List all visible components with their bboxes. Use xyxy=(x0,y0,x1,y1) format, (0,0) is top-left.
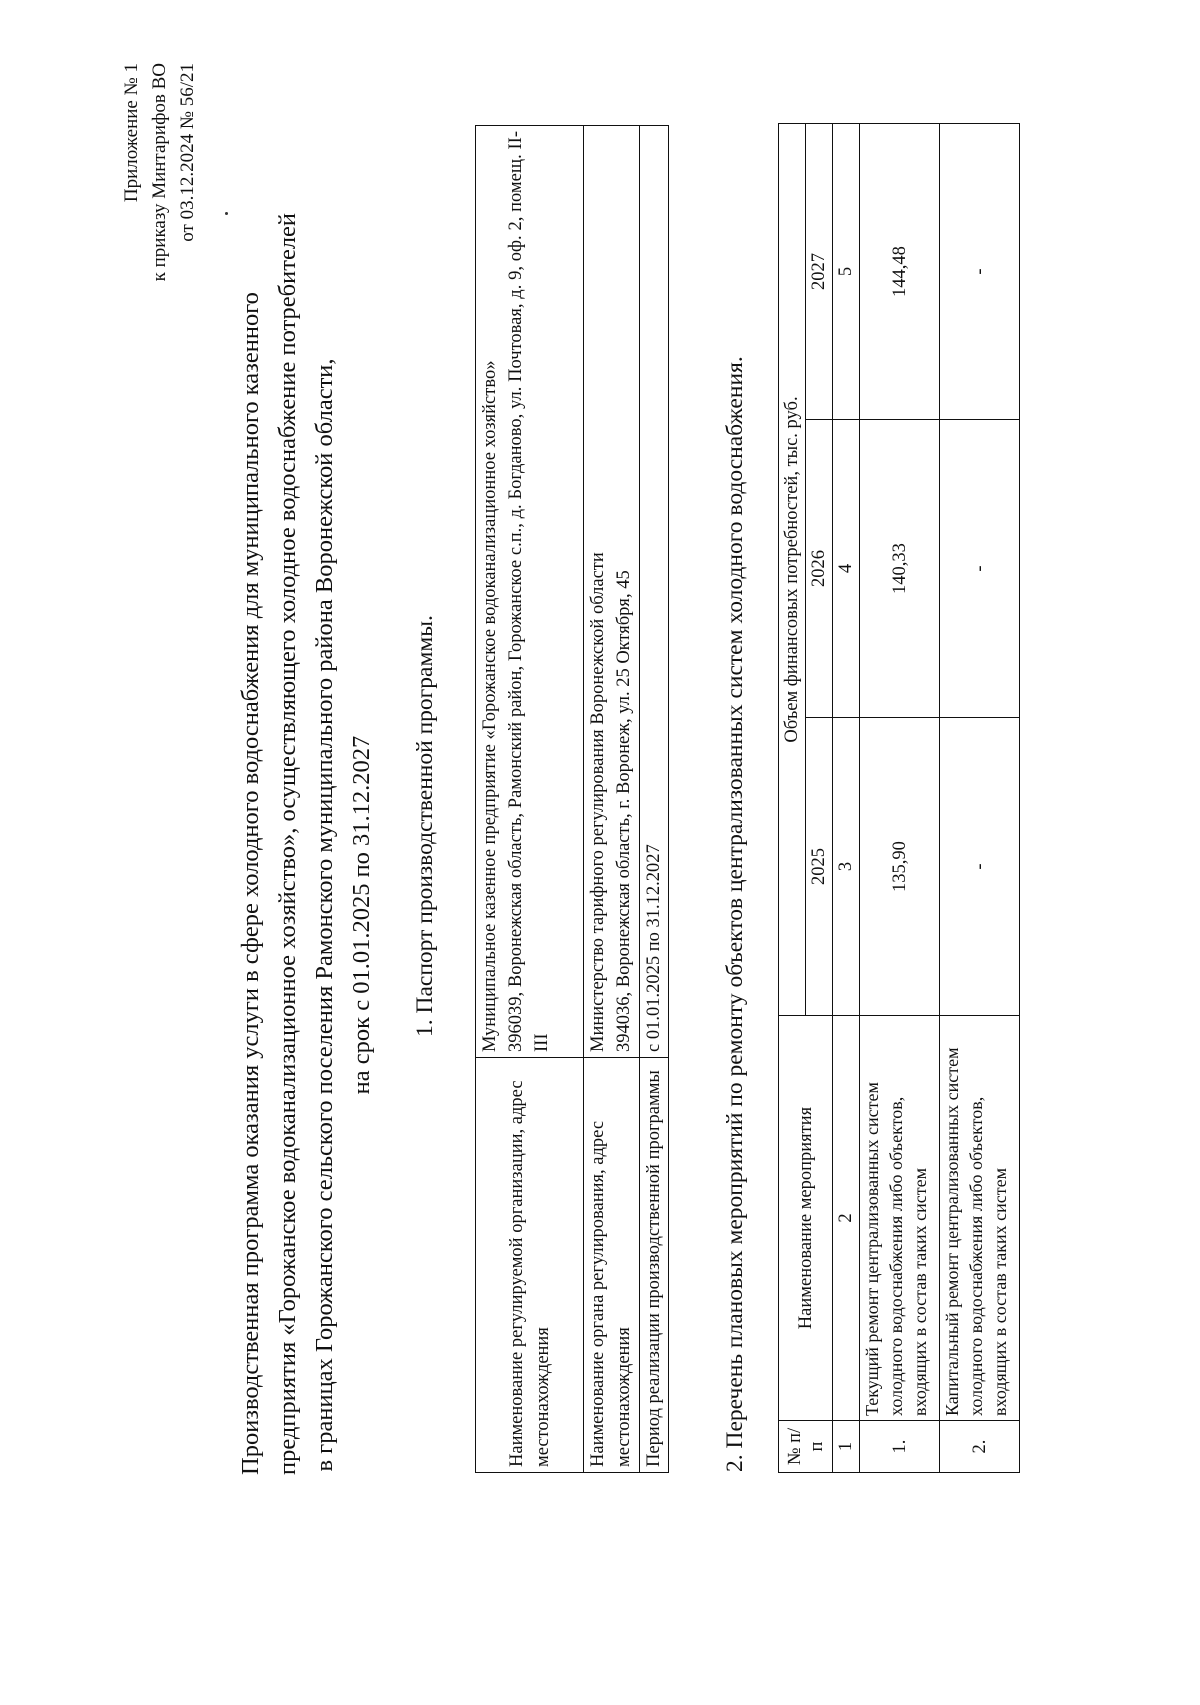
row-value: - xyxy=(940,718,1020,1016)
header-name: Наименование мероприятия xyxy=(779,1016,833,1421)
measures-table xyxy=(778,123,1020,1473)
row-name: Текущий ремонт централизованных систем холодного водоснабжения либо объектов, входящих в состав таких систем xyxy=(860,1016,940,1421)
header-year: 2027 xyxy=(806,124,833,420)
index-cell: 4 xyxy=(833,420,860,718)
row-value: 140,33 xyxy=(860,420,940,718)
index-cell: 1 xyxy=(833,1421,860,1473)
value-line: 396039, Воронежская область, Рамонский район, Горожанское с.п., д. Богданово, ул. Почтовая, д. 9, оф. 2, помещ. II-III xyxy=(506,131,552,1052)
passport-label: Период реализации производственной программы xyxy=(640,1058,669,1473)
table-row xyxy=(779,124,806,1473)
approval-line: к приказу Минтарифов ВО xyxy=(149,63,170,282)
passport-value: с 01.01.2025 по 31.12.2027 xyxy=(640,126,669,1058)
section-1-heading: 1. Паспорт производственной программы. xyxy=(412,615,438,1037)
approval-stamp xyxy=(118,63,202,293)
passport-label: Наименование органа регулирования, адрес местонахождения xyxy=(584,1058,640,1473)
header-num: № п/п xyxy=(779,1421,833,1473)
approval-line: от 03.12.2024 № 56/21 xyxy=(177,63,198,242)
approval-line: Приложение № 1 xyxy=(121,63,142,203)
passport-table xyxy=(475,125,669,1473)
header-volume: Объем финансовых потребностей, тыс. руб. xyxy=(779,124,806,1016)
document-title xyxy=(232,212,380,1475)
row-value: - xyxy=(940,420,1020,718)
table-row xyxy=(640,126,669,1473)
passport-value xyxy=(476,126,584,1058)
section-2-heading: 2. Перечень плановых мероприятий по ремонту объектов централизованных систем холодного водоснабжения. xyxy=(722,356,748,1472)
row-value: - xyxy=(940,124,1020,420)
title-line: на срок с 01.01.2025 по 31.12.2027 xyxy=(348,735,375,1095)
table-row xyxy=(584,126,640,1473)
table-row xyxy=(476,126,584,1473)
passport-label: Наименование регулируемой организации, адрес местонахождения xyxy=(476,1058,584,1473)
table-row xyxy=(860,124,940,1473)
index-cell: 3 xyxy=(833,718,860,1016)
index-cell: 2 xyxy=(833,1016,860,1421)
value-line: 394036, Воронежская область, г. Воронеж, ул. 25 Октября, 45 xyxy=(614,570,634,1052)
title-line: в границах Горожанского сельского поселения Рамонского муниципального района Воронежской области, xyxy=(311,358,338,1472)
title-line: предприятия «Горожанское водоканализационное хозяйство», осуществляющего холодное водоснабжение потребителей xyxy=(274,212,301,1475)
table-row xyxy=(833,124,860,1473)
title-line: Производственная программа оказания услуги в сфере холодного водоснабжения для муниципального казенного xyxy=(237,292,264,1475)
row-num: 2. xyxy=(940,1421,1020,1473)
row-num: 1. xyxy=(860,1421,940,1473)
table-row xyxy=(940,124,1020,1473)
index-cell: 5 xyxy=(833,124,860,420)
row-value: 144,48 xyxy=(860,124,940,420)
value-line: Муниципальное казенное предприятие «Горожанское водоканализационное хозяйство» xyxy=(480,360,500,1052)
value-line: Министерство тарифного регулирования Воронежской области xyxy=(588,552,608,1052)
scan-speck xyxy=(225,212,228,215)
header-year: 2025 xyxy=(806,718,833,1016)
header-year: 2026 xyxy=(806,420,833,718)
row-value: 135,90 xyxy=(860,718,940,1016)
passport-value xyxy=(584,126,640,1058)
row-name: Капитальный ремонт централизованных систем холодного водоснабжения либо объектов, входящих в состав таких систем xyxy=(940,1016,1020,1421)
